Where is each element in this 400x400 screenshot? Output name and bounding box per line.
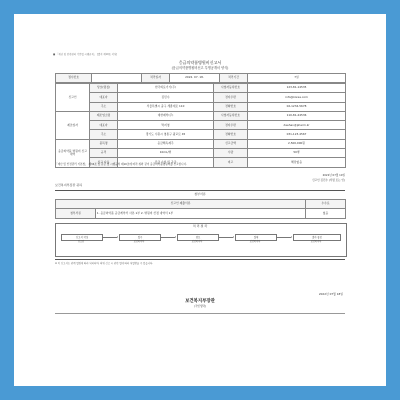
field-value: 박지영 — [118, 121, 214, 130]
field-label: 대표자 — [90, 121, 118, 130]
receipt-no-label: 접수번호 — [56, 74, 92, 83]
field-value: 한국의료기기(주) — [118, 84, 214, 93]
field-value: 50병 — [248, 149, 346, 158]
issue-date: 2022년 07월 18일 — [318, 292, 343, 296]
field-value: 2,500,000원 — [248, 139, 346, 148]
process-step: 접수 — [119, 234, 161, 241]
field-value: 긴급 수입 및 공급 — [118, 158, 214, 167]
field-label: 수량 — [214, 149, 248, 158]
attachments-label: 첨부서류 — [56, 209, 96, 218]
field-label: 전화번호 — [214, 130, 248, 139]
field-value: 경기도 수원시 영통구 광교로 45 — [118, 130, 214, 139]
divider — [55, 259, 345, 260]
receipt-no-value — [92, 74, 142, 83]
field-label: 비고 — [214, 158, 248, 167]
processing-date-label: 처리일자 — [142, 74, 170, 83]
section-label-report: 응급의약품 병원비 신고내역 — [56, 139, 90, 167]
footnote: ※ 이 신고서는 관계 법령에 따라 처리되며, 허위 신고 시 관련 법에 따라 처벌받을 수 있습니다. — [55, 262, 154, 265]
step-actor: 보건복지부 — [249, 240, 261, 243]
field-value: info@korea.com — [248, 93, 346, 102]
document-page — [47, 47, 353, 353]
field-label: 대표자 — [90, 93, 118, 102]
step-actor: 신고인 — [77, 240, 85, 243]
declaration-date: 2022년 07월 14일 — [322, 174, 345, 177]
form-head-table — [55, 73, 346, 83]
issuer-name: 보건복지부장관 — [185, 299, 215, 304]
divider — [55, 190, 345, 191]
field-label: 주소 — [90, 130, 118, 139]
attachments-text: 1. 응급의약품 공급계약서 사본 1부 2. 병원비 산정 내역서 1부 — [96, 209, 306, 218]
declaration-text: 「재난 및 안전관리 기본법」 제34조 및 같은 법 시행규칙 제10조에 따라 위와 같이 응급의약품병원비를 신고합니다. — [55, 163, 187, 166]
field-value: 10mL/병 — [118, 149, 214, 158]
process-step: 신고서 작성 — [61, 234, 103, 241]
field-value: 02-1234-5678 — [248, 102, 346, 111]
field-label: 사업자등록번호 — [214, 84, 248, 93]
fee-header: 수수료 — [306, 200, 346, 209]
field-label: 신고금액 — [214, 139, 248, 148]
recipient: 보건복지부장관 귀하 — [55, 183, 83, 187]
process-step: 결재 — [235, 234, 277, 241]
field-label: 전화번호 — [214, 102, 248, 111]
form-main-table — [55, 83, 346, 168]
period-value: 7일 — [248, 74, 346, 83]
field-label: 주소 — [90, 102, 118, 111]
signer: 신고인 김민수 (서명 또는 인) — [312, 179, 345, 182]
fee-value: 없음 — [306, 209, 346, 218]
field-label: 신고 사유 — [90, 158, 118, 167]
field-label: 제조업소명 — [90, 111, 118, 120]
form-title: 응급의약품병원비신고서 — [178, 60, 222, 65]
field-value: 123-81-14535 — [248, 84, 346, 93]
form-header-note: ■ 「재난 및 안전관리 기본법 시행규칙」 [별지 제10호 서식] — [53, 53, 118, 56]
attachments-heading: 첨부서류 — [194, 192, 206, 196]
field-value: 대한제약(주) — [118, 111, 214, 120]
field-value: 김민수 — [118, 93, 214, 102]
field-label: 상호(명칭) — [90, 84, 118, 93]
section-label-applicant: 신고인 — [56, 84, 90, 112]
attachments-table — [55, 199, 346, 219]
section-label-manufacturer: 제조업자 — [56, 111, 90, 139]
step-actor: 보건복지부 — [133, 240, 145, 243]
process-step: 결과 통보 — [293, 234, 341, 241]
field-value: 응급해독제주 — [118, 139, 214, 148]
field-label: 사업자등록번호 — [214, 111, 248, 120]
process-heading: 처 리 절 차 — [192, 224, 208, 228]
form-subtitle: (응급의약품병원비신고 투명공개서 양식) — [171, 65, 229, 70]
step-actor: 보건복지부 — [310, 240, 322, 243]
attachments-header: 신고인 제출서류 — [56, 200, 306, 209]
field-label: 전자우편 — [214, 93, 248, 102]
processing-date-value: 2022. 07. 18. — [170, 74, 220, 83]
issuer-sub: (직인생략) — [193, 305, 207, 308]
step-actor: 보건복지부 — [191, 240, 203, 243]
field-label: 규격 — [90, 149, 118, 158]
field-label: 전자우편 — [214, 121, 248, 130]
field-value: 031-123-4567 — [248, 130, 346, 139]
period-label: 처리기간 — [220, 74, 248, 83]
field-value: 해당없음 — [248, 158, 346, 167]
process-step: 검토 — [177, 234, 219, 241]
field-value: daehan@pharm.kr — [248, 121, 346, 130]
field-value: 110-81-24536 — [248, 111, 346, 120]
field-value: 서울특별시 중구 세종대로 110 — [118, 102, 214, 111]
field-label: 품목명 — [90, 139, 118, 148]
